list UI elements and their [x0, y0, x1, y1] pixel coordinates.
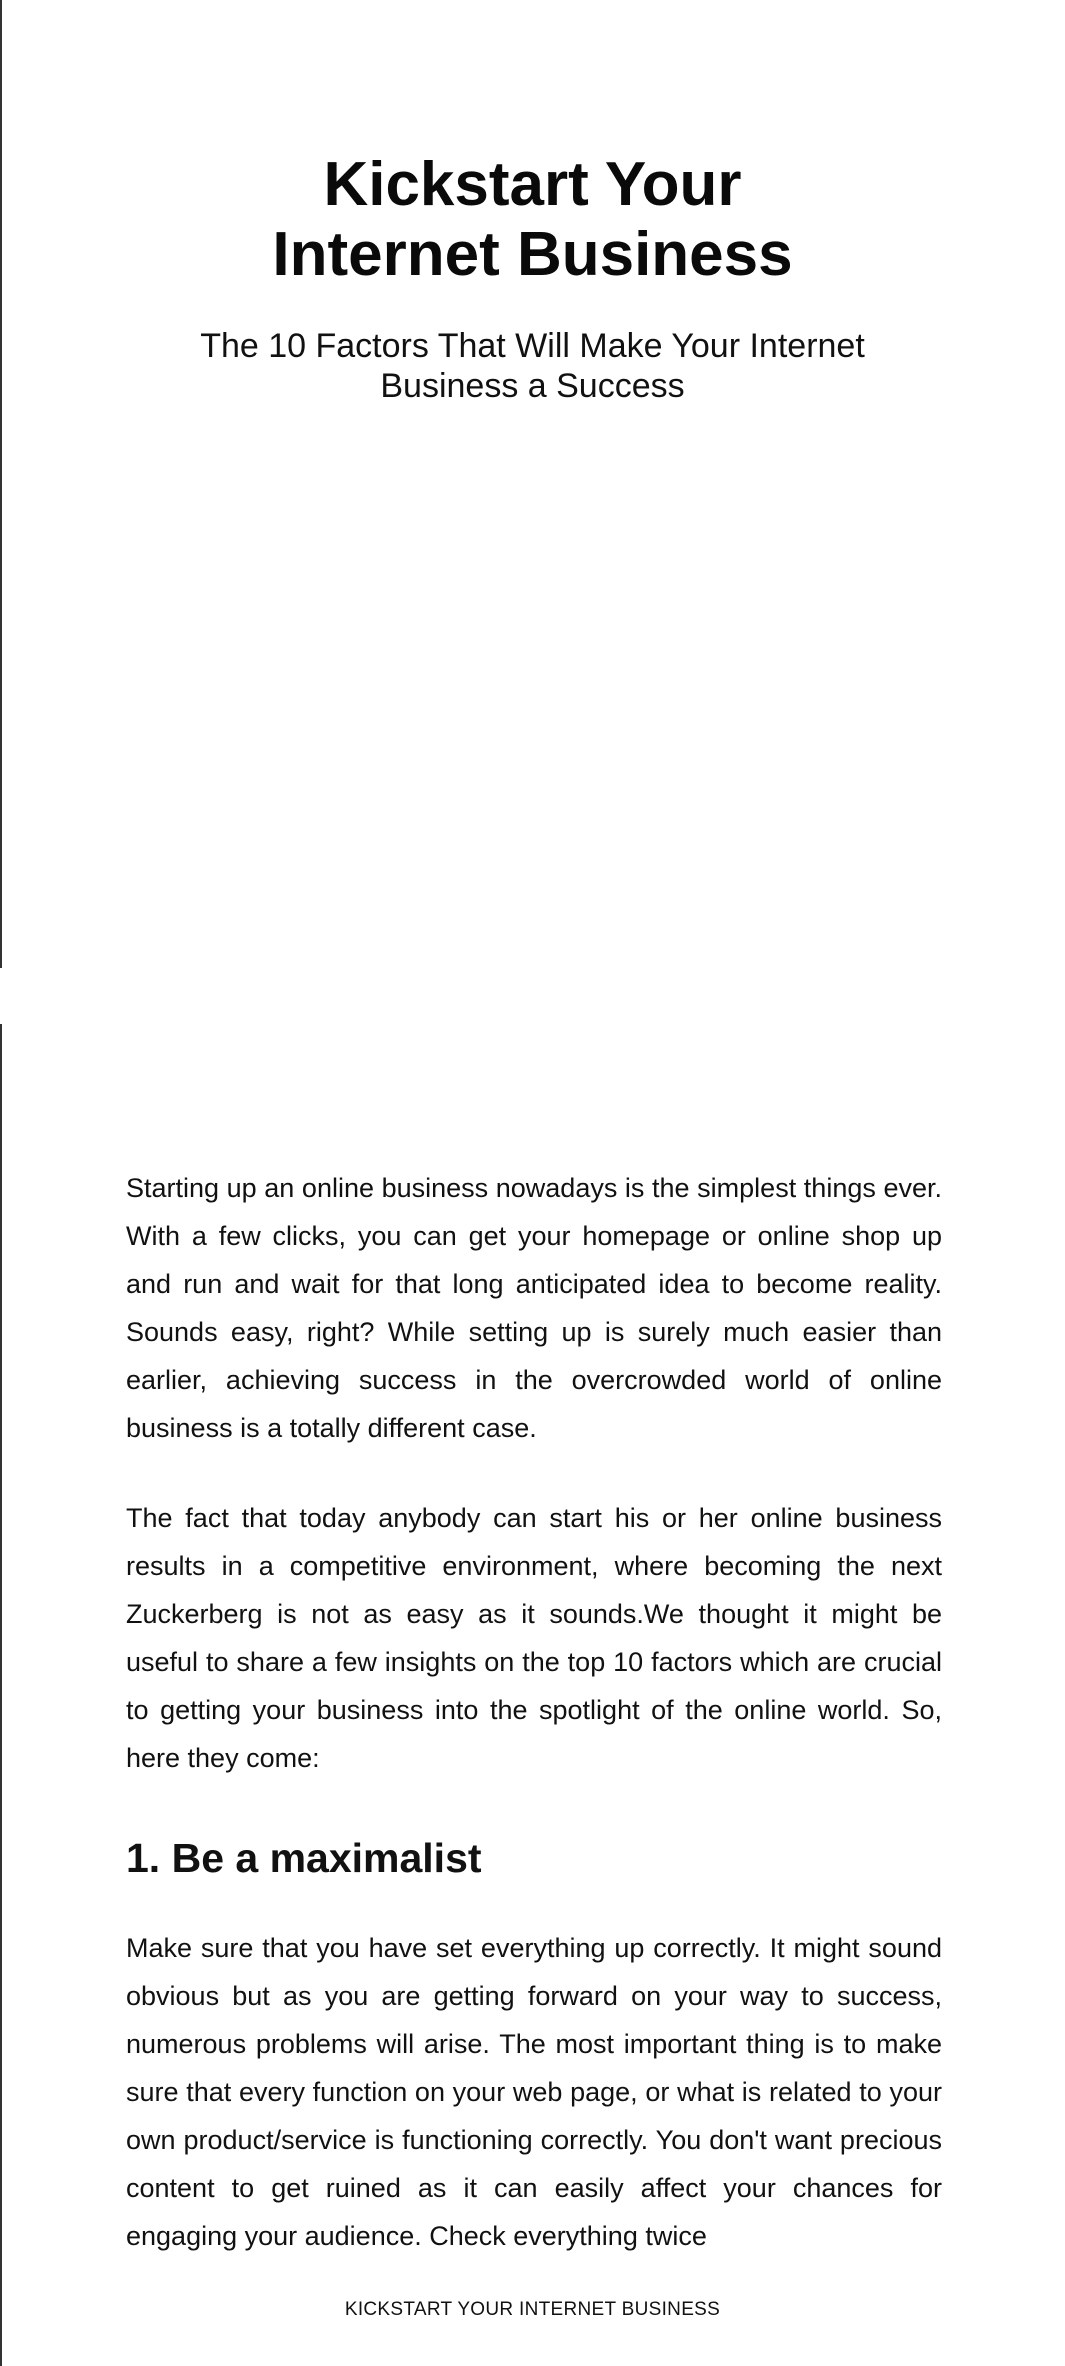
page-edge-left	[0, 1024, 2, 2366]
page-gap	[0, 968, 1065, 1024]
page-edge-left	[0, 0, 2, 968]
section-heading: 1. Be a maximalist	[126, 1835, 482, 1881]
page-footer: KICKSTART YOUR INTERNET BUSINESS	[344, 2299, 721, 2320]
cover-title-line-2: Internet Business	[272, 220, 793, 289]
cover-title	[0, 150, 1065, 290]
section-paragraph: Make sure that you have set everything up correctly. It might sound obvious but as you are getting forward on your way to success, numerous problems will arise. The most important thing is to make sure that every function on your web page, or what is related to your own product/service is functioning correctly. You don't want precious content to get ruined as it can easily affect your chances for engaging your audience. Check everything twice	[126, 1933, 942, 2251]
cover-page	[0, 0, 1065, 968]
cover-title-line-1: Kickstart Your	[323, 150, 742, 219]
cover-subtitle-line-2: Business a Success	[380, 367, 685, 405]
cover-subtitle-line-1: The 10 Factors That Will Make Your Internet	[200, 327, 865, 365]
intro-paragraph: Starting up an online business nowadays is the simplest things ever. With a few clicks, you can get your homepage or online shop up and run and wait for that long anticipated idea to become reality. Sounds easy, right? While setting up is surely much easier than earlier, achieving success in the overcrowded world of online business is a totally different case.	[126, 1173, 942, 1443]
cover-subtitle	[0, 326, 1065, 406]
intro-paragraph: The fact that today anybody can start his or her online business results in a competitive environment, where becoming the next Zuckerberg is not as easy as it sounds.We thought it might be useful to share a few insights on the top 10 factors which are crucial to getting your business into the spotlight of the online world. So, here they come:	[126, 1503, 942, 1773]
